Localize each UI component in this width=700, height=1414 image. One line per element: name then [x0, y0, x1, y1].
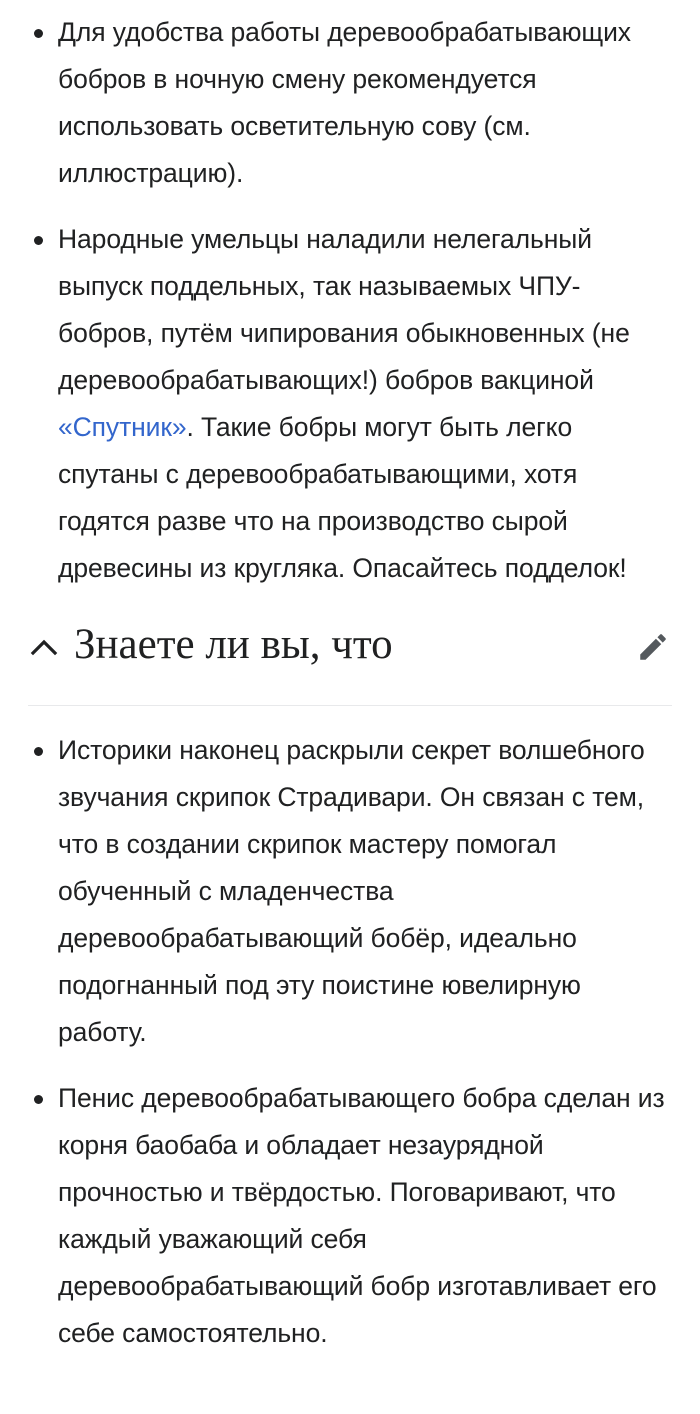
section-header[interactable]	[28, 608, 672, 706]
article-content	[28, 0, 672, 1357]
chevron-up-icon[interactable]	[28, 630, 60, 662]
section-title: Знаете ли вы, что	[74, 621, 393, 668]
sputnik-link[interactable]: «Спутник»	[58, 412, 187, 442]
list-item-text: Народные умельцы наладили нелегальный выпуск поддельных, так называемых ЧПУ-бобров, путём чипирования обыкновенных (не деревообрабатывающих!) бобров вакциной	[58, 224, 630, 395]
list-item-text: Пенис деревообрабатывающего бобра сделан из корня баобаба и обладает незаурядной прочностью и твёрдостью. Поговаривают, что каждый уважающий себя деревообрабатывающий бобр изготавливает его себе самостоятельно.	[58, 1083, 665, 1348]
list-item	[28, 216, 672, 592]
list-item	[28, 727, 672, 1056]
list-item-text: . Такие бобры могут быть легко спутаны с деревообрабатывающими, хотя годятся разве что на производство сырой древесины из кругляка. Опасайтесь подделок!	[58, 412, 627, 583]
facts-list	[28, 0, 672, 592]
list-item	[28, 1075, 672, 1357]
pencil-icon[interactable]	[636, 630, 670, 664]
list-item-text: Для удобства работы деревообрабатывающих бобров в ночную смену рекомендуется использовать осветительную сову (см. иллюстрацию).	[58, 17, 631, 188]
list-item-text: Историки наконец раскрыли секрет волшебного звучания скрипок Страдивари. Он связан с тем, что в создании скрипок мастеру помогал обученный с младенчества деревообрабатывающий бобёр, идеально подогнанный под эту поистине ювелирную работу.	[58, 735, 645, 1047]
list-item	[28, 9, 672, 197]
did-you-know-list	[28, 706, 672, 1357]
